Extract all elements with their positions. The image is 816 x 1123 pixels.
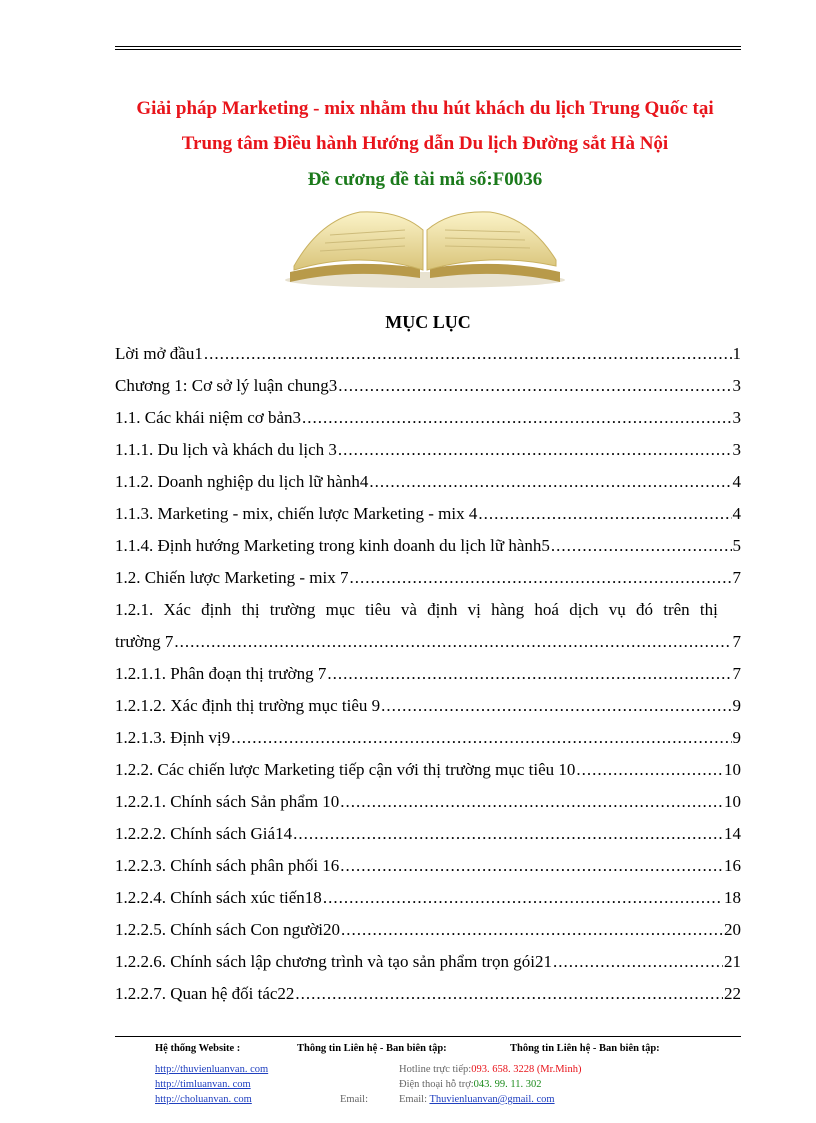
toc-entry[interactable]: 1.1. Các khái niệm cơ bản3 ..... 3: [115, 402, 741, 434]
document-title-line2: Trung tâm Điều hành Hướng dẫn Du lịch Đường sắt Hà Nội: [181, 133, 669, 154]
email-label-left: Email:: [340, 1094, 368, 1105]
hotline-number: 093. 658. 3228 (Mr.Minh): [471, 1064, 582, 1075]
toc-entry[interactable]: 1.2.2.7. Quan hệ đối tác22 ..... 22: [115, 978, 741, 1010]
phone-number: 043. 99. 11. 302: [473, 1079, 542, 1090]
website-link[interactable]: http://choluanvan. com: [155, 1094, 252, 1105]
toc-entry[interactable]: 1.1.1. Du lịch và khách du lịch 3 ..... 3: [115, 434, 741, 466]
toc-entry[interactable]: 1.2.1.3. Định vị9 ..... 9: [115, 722, 741, 754]
footer-contact-header: Thông tin Liên hệ - Ban biên tập:: [297, 1043, 447, 1054]
email-link[interactable]: Thuvienluanvan@gmail. com: [429, 1094, 555, 1105]
toc-entry[interactable]: 1.2.1.1. Phân đoạn thị trường 7 ..... 7: [115, 658, 741, 690]
toc-entry[interactable]: 1.2.2. Các chiến lược Marketing tiếp cận với thị trường mục tiêu 10 ..... 10: [115, 754, 741, 786]
toc-entry[interactable]: 1.2.2.3. Chính sách phân phối 16 ..... 16: [115, 850, 741, 882]
toc-entry[interactable]: 1.2. Chiến lược Marketing - mix 7 ..... 7: [115, 562, 741, 594]
email-row: Email: Thuvienluanvan@gmail. com: [399, 1094, 555, 1105]
toc-entry[interactable]: 1.2.2.1. Chính sách Sản phẩm 10 ..... 10: [115, 786, 741, 818]
table-of-contents: [115, 338, 741, 1010]
toc-entry[interactable]: 1.1.2. Doanh nghiệp du lịch lữ hành4 ..... 4: [115, 466, 741, 498]
toc-entry[interactable]: 1.2.2.5. Chính sách Con người20 ..... 20: [115, 914, 741, 946]
footer-websites-header: Hệ thống Website :: [155, 1043, 241, 1054]
toc-entry[interactable]: trường 7 ..... 7: [115, 626, 741, 658]
footer-rule: [115, 1036, 741, 1037]
footer-contact-header-2: Thông tin Liên hệ - Ban biên tập:: [510, 1043, 660, 1054]
toc-entry[interactable]: 1.2.1. Xác định thị trường mục tiêu và định vị hàng hoá dịch vụ đó trên thị: [115, 600, 718, 619]
toc-entry[interactable]: 1.2.2.4. Chính sách xúc tiến18 ..... 18: [115, 882, 741, 914]
toc-entry[interactable]: 1.2.2.6. Chính sách lập chương trình và tạo sản phẩm trọn gói21 ..... 21: [115, 946, 741, 978]
document-subtitle: Đề cương đề tài mã số:F0036: [307, 169, 543, 190]
open-book-image: [280, 200, 570, 290]
toc-entry[interactable]: 1.1.3. Marketing - mix, chiến lược Marketing - mix 4 ..... 4: [115, 498, 741, 530]
website-link[interactable]: http://timluanvan. com: [155, 1079, 251, 1090]
toc-entry[interactable]: 1.2.1.2. Xác định thị trường mục tiêu 9 ..... 9: [115, 690, 741, 722]
toc-entry[interactable]: Lời mở đầu1 ..... 1: [115, 338, 741, 370]
toc-heading: MỤC LỤC: [385, 312, 471, 332]
document-title-line1: Giải pháp Marketing - mix nhằm thu hút khách du lịch Trung Quốc tại: [136, 98, 714, 119]
phone-row: Điện thoại hỗ trợ:043. 99. 11. 302: [399, 1079, 542, 1090]
toc-entry[interactable]: 1.2.2.2. Chính sách Giá14 ..... 14: [115, 818, 741, 850]
website-link[interactable]: http://thuvienluanvan. com: [155, 1064, 269, 1075]
header-rule-top: [115, 46, 741, 47]
hotline-row: Hotline trực tiếp:093. 658. 3228 (Mr.Minh): [399, 1064, 582, 1075]
toc-entry[interactable]: Chương 1: Cơ sở lý luận chung3 ..... 3: [115, 370, 741, 402]
toc-entry[interactable]: 1.1.4. Định hướng Marketing trong kinh doanh du lịch lữ hành5 ..... 5: [115, 530, 741, 562]
header-rule-bottom: [115, 49, 741, 50]
